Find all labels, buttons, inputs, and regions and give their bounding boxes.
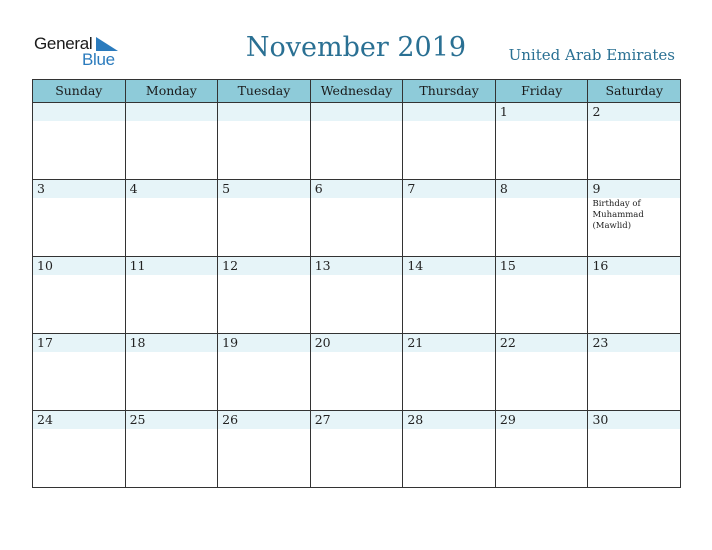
logo-blue-text: Blue bbox=[82, 50, 115, 69]
day-number: 4 bbox=[129, 181, 138, 196]
day-cell bbox=[403, 103, 496, 180]
week-row bbox=[33, 411, 681, 488]
day-number: 12 bbox=[222, 258, 239, 273]
day-number: 2 bbox=[592, 104, 601, 119]
day-cell bbox=[218, 103, 311, 180]
day-cell bbox=[403, 257, 496, 334]
day-cell bbox=[218, 411, 311, 488]
calendar-title: November 2019 bbox=[245, 32, 467, 63]
calendar-grid bbox=[32, 79, 681, 488]
day-number: 15 bbox=[499, 258, 516, 273]
day-cell bbox=[588, 411, 681, 488]
day-number: 23 bbox=[592, 335, 609, 350]
day-number: 6 bbox=[314, 181, 323, 196]
week-row bbox=[33, 257, 681, 334]
day-cell bbox=[311, 180, 404, 257]
holiday-label: Birthday of Muhammad (Mawlid) bbox=[592, 199, 644, 231]
day-number: 19 bbox=[222, 335, 239, 350]
day-cell bbox=[496, 411, 589, 488]
day-number: 29 bbox=[499, 412, 516, 427]
day-cell bbox=[33, 103, 126, 180]
day-number: 8 bbox=[499, 181, 508, 196]
weekday-header: Wednesday bbox=[311, 80, 404, 103]
day-number: 30 bbox=[592, 412, 609, 427]
day-cell bbox=[126, 257, 219, 334]
day-cell bbox=[496, 103, 589, 180]
day-cell bbox=[403, 180, 496, 257]
week-row bbox=[33, 180, 681, 257]
day-cell bbox=[126, 103, 219, 180]
day-number: 3 bbox=[37, 181, 45, 196]
day-number: 20 bbox=[314, 335, 331, 350]
day-cell bbox=[218, 180, 311, 257]
day-number: 25 bbox=[129, 412, 146, 427]
day-number: 27 bbox=[314, 412, 331, 427]
day-cell bbox=[496, 334, 589, 411]
day-number: 10 bbox=[37, 258, 53, 273]
day-number: 7 bbox=[407, 181, 416, 196]
weekday-header: Sunday bbox=[33, 80, 126, 103]
day-cell bbox=[311, 257, 404, 334]
day-number: 26 bbox=[222, 412, 239, 427]
day-cell bbox=[33, 257, 126, 334]
day-number: 13 bbox=[314, 258, 331, 273]
day-cell bbox=[126, 411, 219, 488]
day-cell bbox=[311, 103, 404, 180]
weekday-header-row bbox=[33, 80, 681, 103]
day-cell bbox=[126, 334, 219, 411]
day-number: 9 bbox=[592, 181, 601, 196]
day-cell bbox=[403, 411, 496, 488]
day-cell bbox=[588, 257, 681, 334]
day-number: 5 bbox=[222, 181, 231, 196]
day-number: 18 bbox=[129, 335, 146, 350]
day-cell bbox=[588, 180, 681, 257]
day-cell bbox=[403, 334, 496, 411]
day-number: 1 bbox=[499, 104, 508, 119]
weekday-header: Saturday bbox=[588, 80, 681, 103]
day-number: 11 bbox=[129, 258, 146, 273]
day-cell bbox=[218, 257, 311, 334]
day-number: 24 bbox=[37, 412, 53, 427]
week-row bbox=[33, 103, 681, 180]
day-number: 16 bbox=[592, 258, 609, 273]
day-number: 14 bbox=[407, 258, 424, 273]
day-cell bbox=[588, 103, 681, 180]
day-cell bbox=[33, 411, 126, 488]
day-cell bbox=[496, 180, 589, 257]
weekday-header: Friday bbox=[496, 80, 589, 103]
week-row bbox=[33, 334, 681, 411]
day-number: 21 bbox=[407, 335, 424, 350]
logo-general-text: General bbox=[34, 34, 93, 53]
day-cell bbox=[588, 334, 681, 411]
weekday-header: Monday bbox=[126, 80, 219, 103]
day-number: 17 bbox=[37, 335, 53, 350]
day-cell bbox=[126, 180, 219, 257]
day-cell bbox=[496, 257, 589, 334]
day-cell bbox=[218, 334, 311, 411]
day-cell bbox=[33, 334, 126, 411]
day-cell bbox=[311, 411, 404, 488]
day-number: 28 bbox=[407, 412, 424, 427]
weekday-header: Tuesday bbox=[218, 80, 311, 103]
day-number: 22 bbox=[499, 335, 516, 350]
day-cell bbox=[311, 334, 404, 411]
country-name: United Arab Emirates bbox=[508, 46, 675, 64]
weekday-header: Thursday bbox=[403, 80, 496, 103]
day-cell bbox=[33, 180, 126, 257]
